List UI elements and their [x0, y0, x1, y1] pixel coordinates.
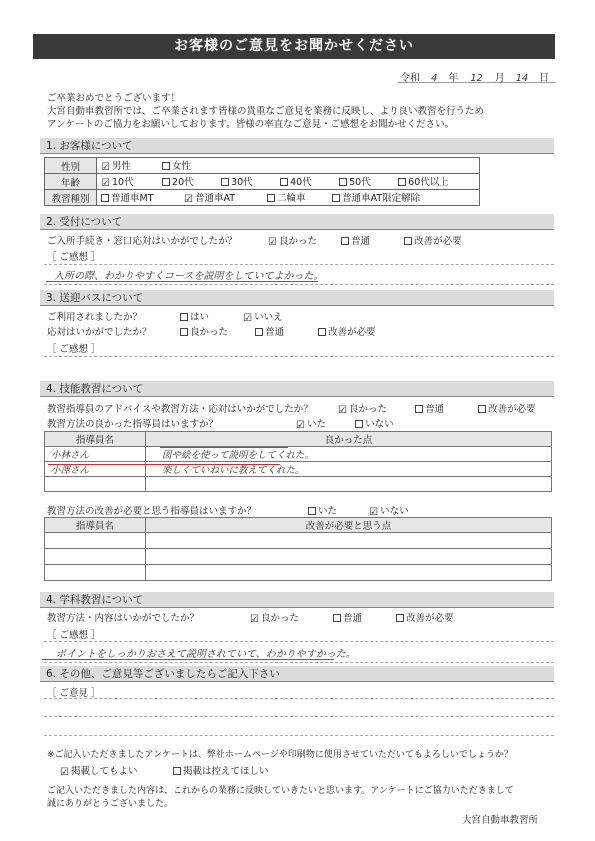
date-year: 4 [431, 73, 438, 84]
lecture-good-option[interactable] [250, 610, 330, 625]
gender-options [97, 158, 480, 174]
bus-service-row [47, 324, 376, 338]
closing-line-2: 誠にありがとうございました。 [47, 799, 174, 809]
option-label: 普通 [425, 404, 445, 415]
skill-advice-question: 教習指導員のアドバイスや教習方法・応対はいかがでしたか？ [47, 404, 313, 415]
checkbox-icon [341, 237, 349, 245]
age-50s-option[interactable] [339, 174, 395, 188]
option-label: 良かった [261, 613, 300, 624]
gender-row [45, 158, 480, 174]
checkbox-icon [333, 614, 341, 622]
option-label: 10代 [112, 177, 134, 188]
option-label: 20代 [172, 177, 194, 188]
age-40s-option[interactable] [280, 174, 336, 188]
bad-instructor-row [47, 503, 409, 518]
checked-icon: ☑ [369, 507, 379, 518]
skill-advice-row [47, 401, 536, 416]
empty-cell [45, 565, 146, 581]
lecture-comment: ポイントをしっかりおさえて説明されていて、わかりやすかった。 [56, 649, 356, 660]
bus-use-question: ご利用されましたか？ [47, 312, 143, 323]
checked-icon: ☑ [338, 405, 347, 416]
comment-line [44, 662, 554, 663]
section-6-header: 6. その他、ご意見等ございましたらご記入下さい [40, 666, 554, 682]
skill-improve-option[interactable] [478, 401, 536, 415]
checkbox-icon [280, 178, 288, 186]
instructor-name-cell: 小澤さん [45, 462, 146, 477]
checkbox-icon [180, 313, 188, 321]
comment-line [44, 716, 554, 717]
gender-label: 性別 [45, 158, 97, 174]
course-type-row [45, 190, 480, 206]
publish-question: ※ご記入いただきましたアンケートは、弊社ホームページや印刷物に使用させていただいてもよろしいでしょうか？ [47, 750, 513, 760]
empty-cell [45, 549, 146, 565]
good-comment-highlight [160, 447, 288, 448]
checkbox-icon [404, 237, 412, 245]
good-point-header: 良かった点 [146, 432, 552, 447]
option-label: いいえ [254, 312, 283, 323]
checkbox-icon [221, 178, 229, 186]
publish-options [60, 763, 269, 778]
option-label: 普通車AT [195, 193, 236, 204]
intro-line-2: 大宮自動車教習所では、ご卒業されます皆様の貴重なご意見を業務に反映し、より良い教習を行うため [47, 106, 485, 117]
date-era: 令和 [400, 73, 420, 84]
empty-cell [146, 565, 552, 581]
option-label: いない [365, 419, 394, 430]
option-label: 改善が必要 [414, 236, 462, 247]
gender-male-option[interactable] [101, 158, 159, 173]
bus-comment-label: ［ ご感想 ］ [47, 344, 101, 355]
table-row [45, 549, 552, 565]
option-label: 50代 [349, 177, 371, 188]
comment-line [44, 284, 554, 285]
checkbox-icon [355, 420, 363, 428]
checked-icon: ☑ [184, 194, 193, 205]
reception-question-row [47, 233, 462, 248]
lecture-improve-option[interactable] [396, 610, 454, 624]
bus-good-option[interactable] [180, 324, 252, 338]
intro-text [47, 92, 484, 131]
comment-line [44, 356, 554, 357]
age-row [45, 174, 480, 190]
checked-icon: ☑ [60, 767, 69, 778]
good-point-cell: 楽しくていねいに教えてくれた。 [146, 462, 552, 477]
section-1-header: 1. お客様について [40, 138, 554, 154]
reception-question: ご入所手続き・窓口応対はいかがでしたか？ [47, 236, 238, 247]
empty-cell [146, 549, 552, 565]
option-label: 普通 [351, 236, 371, 247]
reception-improve-option[interactable] [404, 233, 462, 247]
empty-cell [45, 477, 146, 492]
intro-line-3: アンケートのご協力をお願いしております。皆様の率直なご意見・ご感想をお聞かせください。 [47, 119, 455, 130]
option-label: 二輪車 [277, 193, 306, 204]
reception-comment: 入所の際、わかりやすくコースを説明をしていてよかった。 [54, 271, 324, 282]
checked-icon: ☑ [101, 178, 110, 189]
option-label: 改善が必要 [488, 404, 536, 415]
date-underline [398, 82, 556, 83]
comment-line [44, 735, 554, 736]
option-label: 良かった [349, 404, 388, 415]
reception-comment-label: ［ ご感想 ］ [47, 252, 101, 263]
bus-service-question: 応対はいかがでしたか？ [47, 327, 152, 338]
bad-instructor-yes-option[interactable] [308, 503, 366, 517]
option-label: 60代以上 [408, 177, 449, 188]
instructor-name-header: 指導員名 [45, 432, 146, 447]
checkbox-icon [173, 767, 181, 775]
bad-instructor-question: 教習方法の改善が必要と思う指導員はいますか？ [47, 506, 257, 517]
reception-good-option[interactable] [268, 233, 338, 248]
bus-no-option[interactable] [243, 309, 283, 324]
checkbox-icon [478, 405, 486, 413]
comment-line [44, 641, 554, 642]
gender-female-option[interactable] [162, 158, 191, 172]
age-10s-option[interactable] [101, 174, 159, 189]
lecture-normal-option[interactable] [333, 610, 393, 624]
course-type-label: 教習種別 [45, 190, 97, 206]
option-label: 40代 [290, 177, 312, 188]
closing-line-1: ご記入いただきました内容は、これからの業務に反映していきたいと思います。アンケートにご協力いただきまして [47, 786, 514, 796]
skill-good-option[interactable] [338, 401, 412, 416]
closing-text [47, 785, 514, 811]
skill-normal-option[interactable] [415, 401, 475, 415]
option-label: はい [190, 312, 210, 323]
empty-cell [146, 477, 552, 492]
good-point-cell: 図や絵を使って説明をしてくれた。 [146, 447, 552, 462]
age-20s-option[interactable] [162, 174, 218, 188]
course-bike-option[interactable] [267, 190, 329, 204]
customer-table [44, 157, 480, 206]
good-instructor-no-option[interactable] [355, 416, 394, 430]
good-comment-highlight [48, 464, 280, 465]
option-label: 普通車MT [111, 193, 154, 204]
empty-cell [45, 533, 146, 549]
checkbox-icon [318, 328, 326, 336]
instructor-name-header: 指導員名 [45, 518, 146, 533]
option-label: 普通 [265, 327, 285, 338]
checked-icon: ☑ [296, 420, 305, 431]
lecture-comment-label: ［ ご感想 ］ [47, 630, 101, 641]
publish-yes-option[interactable] [60, 763, 170, 778]
section-2-header: 2. 受付について [40, 214, 554, 230]
date-day: 14 [515, 73, 529, 84]
good-instructor-table [44, 431, 552, 492]
reception-normal-option[interactable] [341, 233, 401, 247]
age-label: 年齢 [45, 174, 97, 190]
comment-line [44, 698, 554, 699]
option-label: 30代 [231, 177, 253, 188]
option-label: 普通車AT限定解除 [342, 193, 421, 204]
checked-icon: ☑ [101, 162, 110, 173]
date-month: 12 [470, 73, 483, 84]
option-label: 男性 [112, 161, 132, 172]
course-at-option[interactable] [184, 190, 264, 205]
bus-yes-option[interactable] [180, 309, 240, 323]
intro-line-1: ご卒業おめでとうございます！ [47, 93, 181, 104]
course-at-release-option[interactable] [332, 190, 420, 204]
section-4-header: 4. 技能教習について [40, 381, 554, 397]
option-label: 掲載してもよい [71, 766, 138, 777]
publish-no-option[interactable] [173, 763, 269, 777]
section-3-header: 3. 送迎バスについて [40, 290, 554, 306]
option-label: いた [318, 506, 338, 517]
course-mt-option[interactable] [101, 190, 181, 204]
other-comment-label: ［ ご意見 ］ [47, 688, 101, 699]
date-day-unit: 日 [539, 73, 550, 84]
lecture-question-row [47, 610, 454, 625]
checkbox-icon [255, 328, 263, 336]
age-options [97, 174, 480, 190]
table-row [45, 565, 552, 581]
option-label: 良かった [190, 327, 229, 338]
checked-icon: ☑ [268, 237, 277, 248]
lecture-comment-highlight [42, 659, 334, 660]
date-year-unit: 年 [448, 73, 459, 84]
table-row [45, 533, 552, 549]
bus-use-row [47, 309, 283, 324]
checkbox-icon [267, 194, 275, 202]
checkbox-icon [162, 162, 170, 170]
option-label: いた [307, 419, 327, 430]
checkbox-icon [415, 405, 423, 413]
reception-comment-highlight [46, 281, 318, 282]
checkbox-icon [180, 328, 188, 336]
section-5-header: 4. 学科教習について [40, 592, 554, 608]
instructor-name-cell: 小林さん [45, 447, 146, 462]
good-instructor-yes-option[interactable] [296, 416, 352, 431]
bad-instructor-table [44, 517, 552, 581]
bad-instructor-no-option[interactable] [369, 503, 409, 518]
bus-normal-option[interactable] [255, 324, 315, 338]
checkbox-icon [396, 614, 404, 622]
checkbox-icon [308, 507, 316, 515]
course-type-options [97, 190, 480, 206]
improve-point-header: 改善が必要と思う点 [146, 518, 552, 533]
checkbox-icon [398, 178, 406, 186]
empty-cell [146, 533, 552, 549]
option-label: 改善が必要 [328, 327, 376, 338]
option-label: 良かった [279, 236, 318, 247]
age-30s-option[interactable] [221, 174, 277, 188]
checkbox-icon [162, 178, 170, 186]
lecture-question: 教習方法・内容はいかがでしたか？ [47, 613, 200, 624]
option-label: 女性 [172, 161, 192, 172]
checked-icon: ☑ [243, 313, 253, 324]
date-month-unit: 月 [494, 73, 505, 84]
option-label: 掲載は控えてほしい [183, 766, 269, 777]
page-title: お客様のご意見をお聞かせください [33, 34, 555, 59]
table-row [45, 447, 552, 462]
signature: 大宮自動車教習所 [462, 815, 539, 826]
option-label: 普通 [343, 613, 363, 624]
checkbox-icon [339, 178, 347, 186]
good-instructor-question: 教習方法の良かった指導員はいますか？ [47, 419, 219, 430]
checked-icon: ☑ [250, 614, 259, 625]
table-row [45, 477, 552, 492]
bus-improve-option[interactable] [318, 324, 376, 338]
checkbox-icon [332, 194, 340, 202]
age-60s-option[interactable] [398, 174, 449, 188]
option-label: いない [380, 506, 409, 517]
comment-line [44, 264, 554, 265]
good-instructor-row [47, 416, 394, 431]
option-label: 改善が必要 [406, 613, 454, 624]
checkbox-icon [101, 194, 109, 202]
